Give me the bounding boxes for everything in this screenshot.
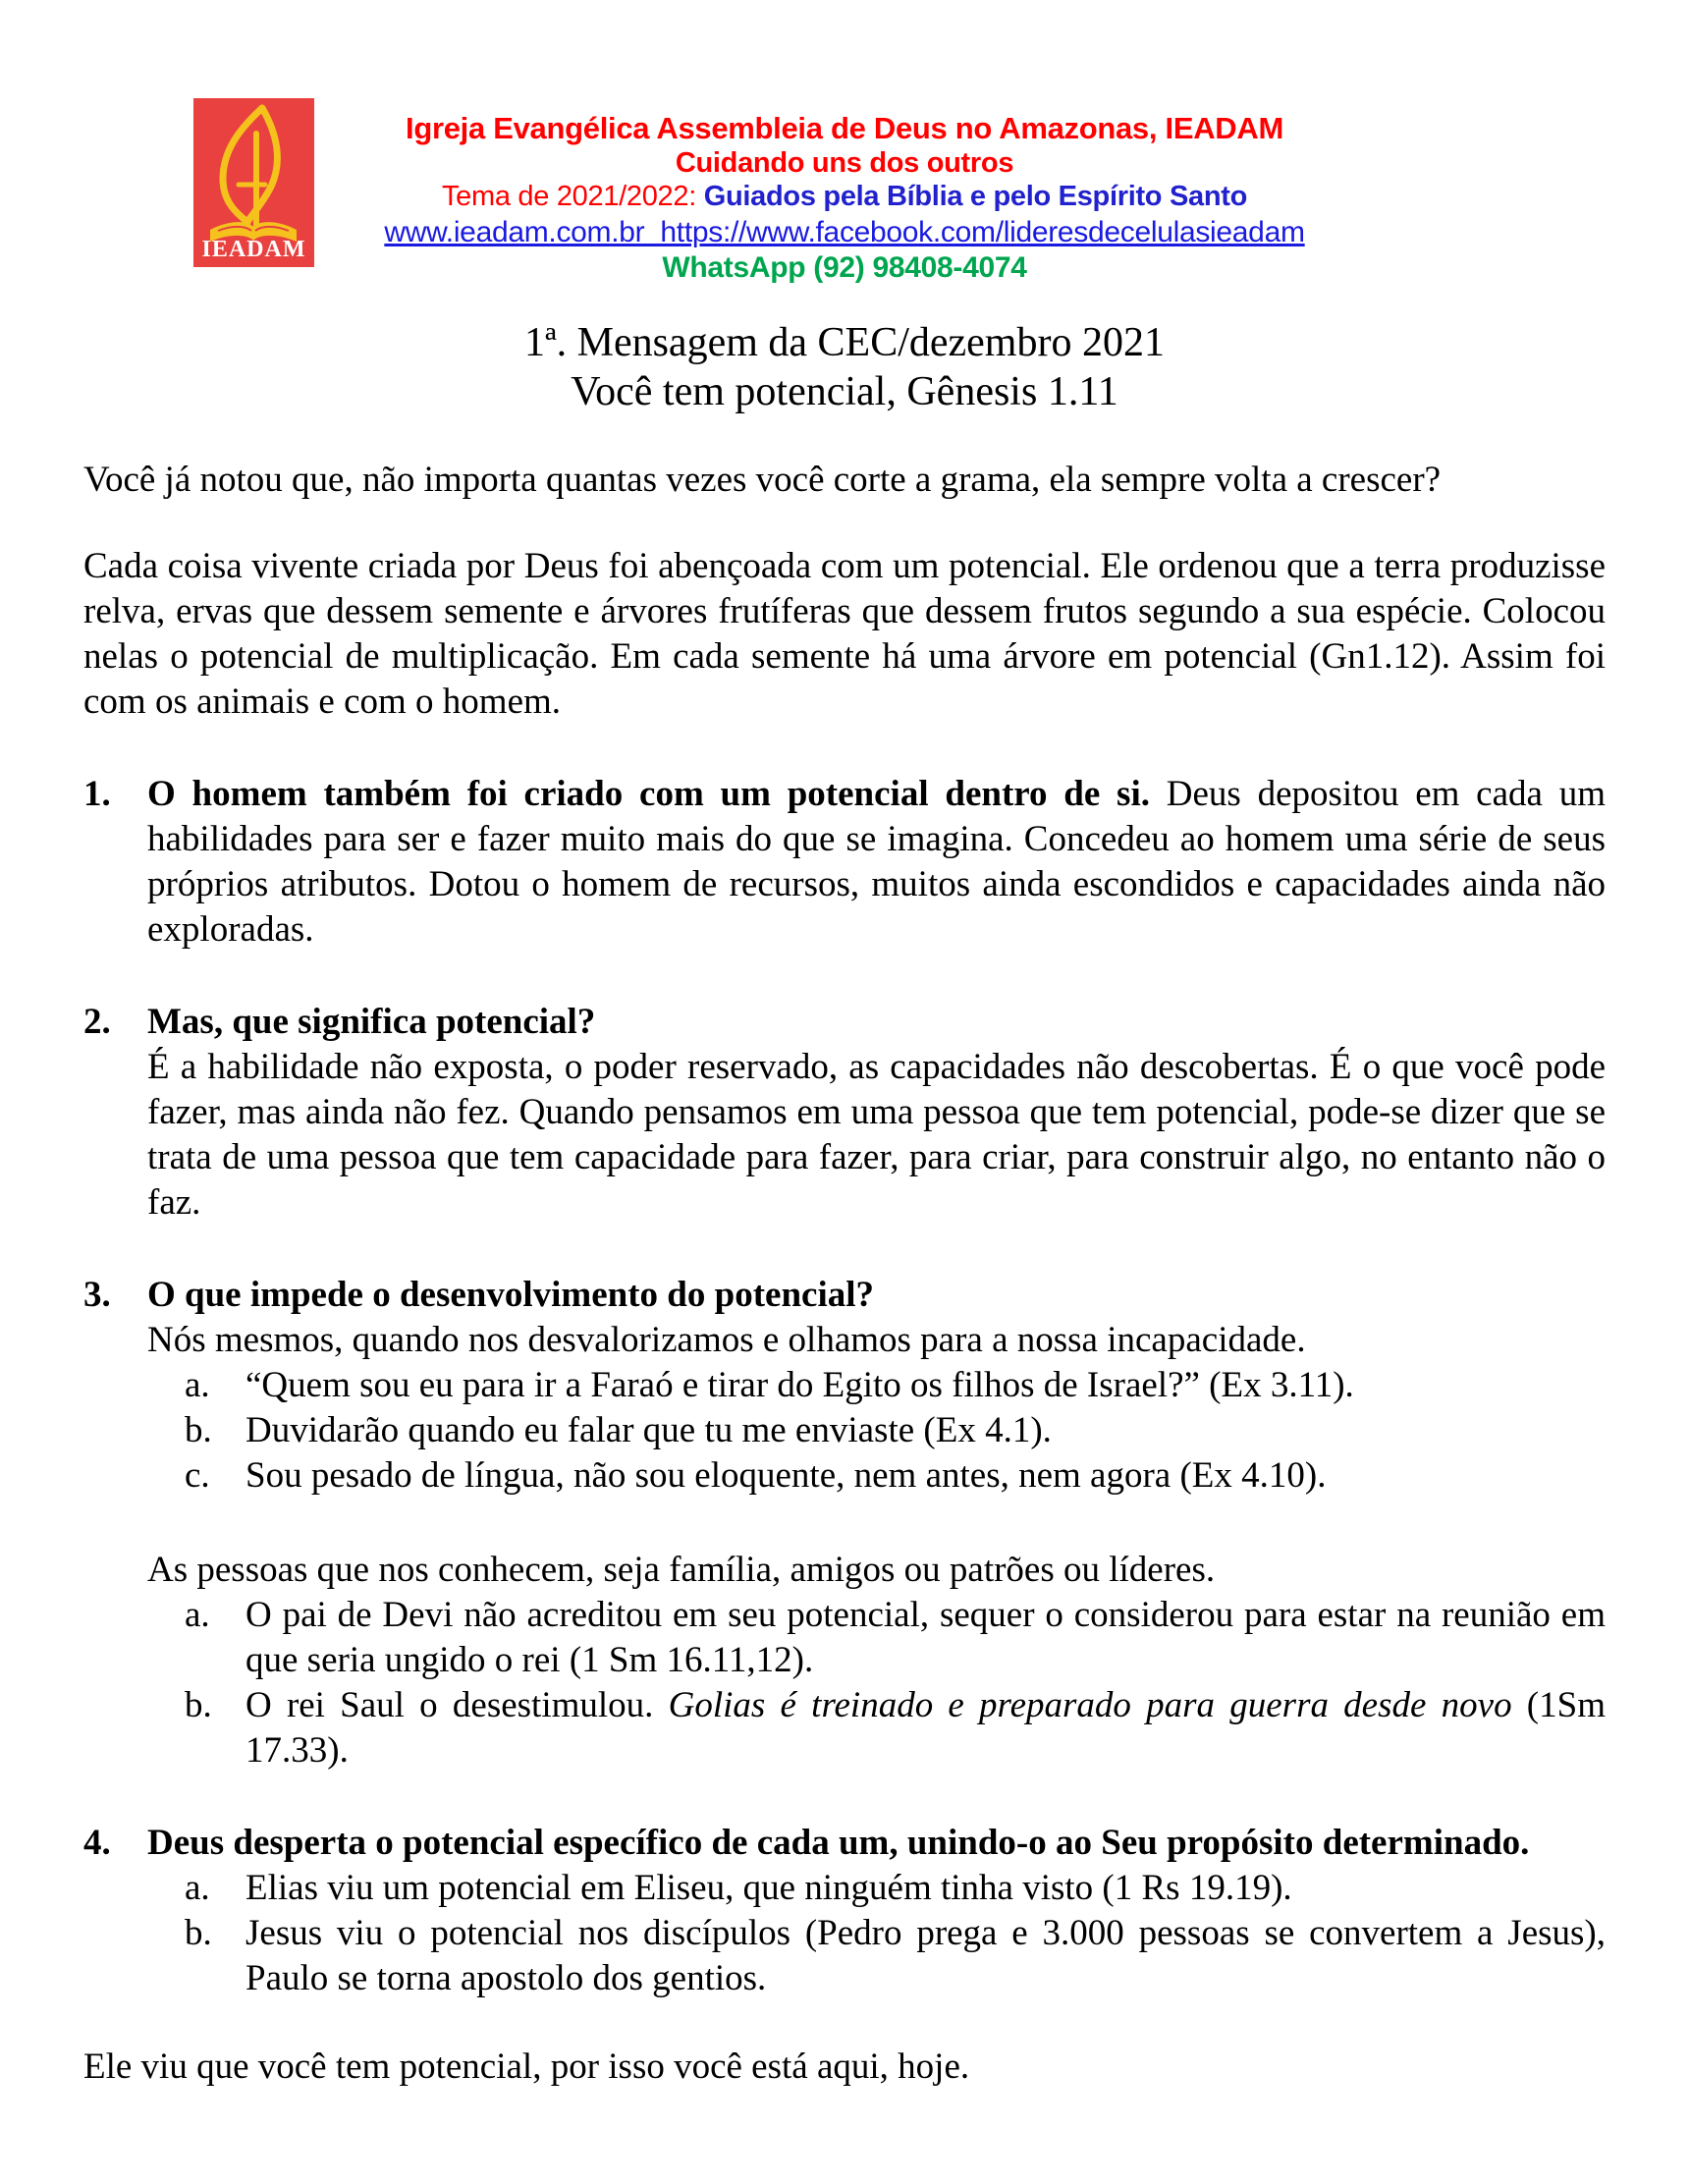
closing-paragraph: Ele viu que você tem potencial, por isso você está aqui, hoje. — [83, 2047, 970, 2087]
people-intro: As pessoas que nos conhecem, seja família, amigos ou patrões ou líderes. — [147, 1550, 1216, 1590]
numbered-item-3-body: Nós mesmos, quando nos desvalorizamos e olhamos para a nossa incapacidade. — [147, 1320, 1306, 1360]
list-marker: a. — [185, 1365, 210, 1405]
list-item-b — [83, 1683, 1606, 1774]
church-logo — [193, 98, 314, 267]
website-facebook-links[interactable]: www.ieadam.com.br https://www.facebook.com/lideresdecelulasieadam — [384, 216, 1305, 248]
item-number: 1. — [83, 774, 111, 814]
numbered-item-4-heading — [83, 1821, 1606, 1866]
item-heading: Deus desperta o potencial específico de cada um, unindo-o ao Seu propósito determinado. — [147, 1823, 1530, 1863]
document-body — [83, 458, 1606, 2090]
list-item-text: Duvidarão quando eu falar que tu me enviaste (Ex 4.1). — [245, 1410, 1052, 1450]
numbered-item-2 — [83, 1000, 1606, 1226]
list-item-text: Elias viu um potencial em Eliseu, que ninguém tinha visto (1 Rs 19.19). — [245, 1868, 1292, 1908]
list-marker: b. — [185, 1410, 212, 1450]
list-marker: b. — [185, 1913, 212, 1953]
list-item-text-pre: O rei Saul o desestimulou. — [245, 1685, 669, 1725]
list-marker: b. — [185, 1685, 212, 1725]
list-marker: a. — [185, 1868, 210, 1908]
list-item-text-italic: Golias é treinado e preparado para guerra desde novo — [668, 1685, 1512, 1725]
list-item-b — [83, 1408, 1606, 1453]
intro-paragraph-1: Você já notou que, não importa quantas vezes você corte a grama, ela sempre volta a crescer? — [83, 460, 1442, 500]
list-item-text: Sou pesado de língua, não sou eloquente, nem antes, nem agora (Ex 4.10). — [245, 1455, 1327, 1496]
list-item-a — [83, 1593, 1606, 1683]
church-motto: Cuidando uns dos outros — [675, 147, 1014, 179]
list-item-a — [83, 1363, 1606, 1408]
theme-text: Guiados pela Bíblia e pelo Espírito Santo — [703, 181, 1248, 212]
list-item-text: O pai de Devi não acreditou em seu potencial, sequer o considerou para estar na reunião em que seria ungido o rei (1 Sm 16.11,12). — [245, 1595, 1606, 1680]
people-group — [83, 1548, 1606, 1774]
numbered-item-2-body: É a habilidade não exposta, o poder reservado, as capacidades não descobertas. É o que você pode fazer, mas ainda não fez. Quando pensamos em uma pessoa que tem potencial, pode-se dizer que se trata de uma pessoa que tem capacidade para fazer, para criar, para construir algo, no entanto não o faz. — [147, 1047, 1606, 1223]
church-name: Igreja Evangélica Assembleia de Deus no Amazonas, IEADAM — [406, 111, 1283, 145]
intro-paragraph-2: Cada coisa vivente criada por Deus foi abençoada com um potencial. Ele ordenou que a terra produzisse relva, ervas que dessem semente e árvores frutíferas que dessem frutos segundo a sua espécie. Colocou nelas o potencial de multiplicação. Em cada semente há uma árvore em potencial (Gn1.12). Assim foi com os animais e com o homem. — [83, 546, 1606, 722]
message-title — [0, 318, 1689, 416]
list-item-text-post: (1Sm 17.33). — [245, 1685, 1606, 1771]
item-heading: O que impede o desenvolvimento do potencial? — [147, 1275, 875, 1315]
list-item-b — [83, 1911, 1606, 2001]
numbered-item-2-heading — [83, 1000, 1606, 1045]
item-number: 3. — [83, 1275, 111, 1315]
letterhead — [0, 0, 1689, 295]
title-line-1: 1ª. Mensagem da CEC/dezembro 2021 — [524, 320, 1165, 365]
numbered-item-1-text — [83, 772, 1606, 953]
list-item-text: “Quem sou eu para ir a Faraó e tirar do Egito os filhos de Israel?” (Ex 3.11). — [245, 1365, 1354, 1405]
item-heading: O homem também foi criado com um potencial dentro de si. — [147, 774, 1150, 814]
numbered-item-3 — [83, 1273, 1606, 1499]
item-heading: Mas, que significa potencial? — [147, 1002, 596, 1042]
list-item-text: Jesus viu o potencial nos discípulos (Pedro prega e 3.000 pessoas se convertem a Jesus), Paulo se torna apostolo dos gentios. — [245, 1913, 1606, 1998]
list-item-c — [83, 1453, 1606, 1499]
item-body-text: Deus depositou em cada um habilidades para ser e fazer muito mais do que se imagina. Concedeu ao homem uma série de seus próprios atributos. Dotou o homem de recursos, muitos ainda escondidos e capacidades ainda não exploradas. — [147, 774, 1606, 950]
numbered-item-1 — [83, 772, 1606, 953]
numbered-item-3-heading — [83, 1273, 1606, 1318]
whatsapp-number: WhatsApp (92) 98408-4074 — [662, 251, 1027, 284]
list-marker: c. — [185, 1455, 210, 1496]
title-line-2: Você tem potencial, Gênesis 1.11 — [571, 369, 1118, 414]
item-number: 4. — [83, 1823, 111, 1863]
list-marker: a. — [185, 1595, 210, 1635]
item-number: 2. — [83, 1002, 111, 1042]
theme-prefix: Tema de 2021/2022: — [441, 181, 704, 212]
numbered-item-4 — [83, 1821, 1606, 2001]
list-item-a — [83, 1866, 1606, 1911]
logo-wordmark: IEADAM — [201, 237, 306, 262]
